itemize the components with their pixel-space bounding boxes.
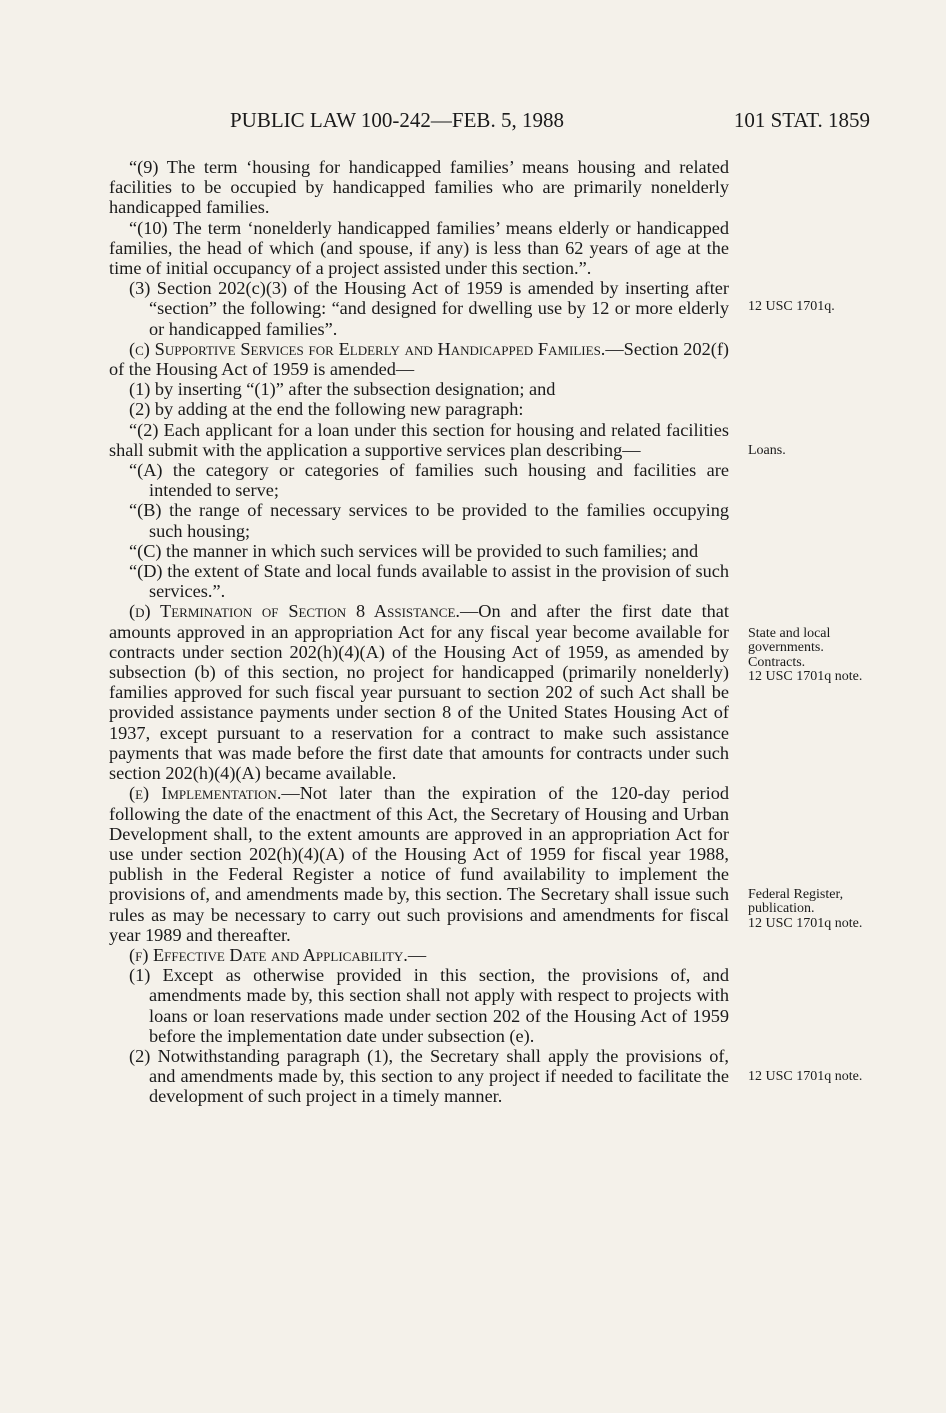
- clause-b: “(B) the range of necessary services to be provided to the families occupying such housing;: [129, 500, 729, 541]
- margin-note-federal-register-text: Federal Register, publication.: [748, 887, 844, 917]
- subsection-c-heading: (c) Supportive Services for Elderly and Handicapped Families.: [129, 338, 606, 359]
- subsection-d: [109, 601, 729, 783]
- paragraph-9: “(9) The term ‘housing for handicapped families’ means housing and related facilities to be occupied by handicapped families who are primarily nonelderly handicapped families.: [109, 157, 729, 218]
- margin-note-usc-text: 12 USC 1701q.: [748, 299, 835, 314]
- paragraph-f-2: (2) Notwithstanding paragraph (1), the Secretary shall apply the provisions of, and amendments made by, this section to any project if needed to facilitate the development of such project in a timely manner.: [129, 1045, 729, 1107]
- margin-note-loans: [748, 444, 878, 458]
- margin-note-usc: [748, 300, 878, 314]
- margin-note-usc-note-3-text: 12 USC 1701q note.: [748, 1069, 863, 1084]
- stat-page-number: 101 STAT. 1859: [733, 108, 870, 132]
- paragraph-c2: (2) by adding at the end the following new paragraph:: [129, 399, 524, 420]
- subsection-f: [109, 945, 729, 965]
- subsection-f-text: —: [407, 944, 427, 965]
- paragraph-10: “(10) The term ‘nonelderly handicapped families’ means elderly or handicapped families, the head of which (and spouse, if any) is less than 62 years of age at the time of initial occupancy of a project assisted under this section.”.: [109, 217, 729, 279]
- paragraph-c1: (1) by inserting “(1)” after the subsection designation; and: [129, 379, 556, 400]
- page-header: [230, 108, 870, 138]
- margin-note-loans-text: Loans.: [748, 443, 786, 458]
- clause-d: “(D) the extent of State and local funds available to assist in the provision of such services.”.: [129, 561, 729, 602]
- margin-note-contracts-text: Contracts.: [748, 654, 806, 670]
- subsection-e: [109, 783, 729, 945]
- clause-c: “(C) the manner in which such services will be provided to such families; and: [129, 540, 699, 561]
- clause-a: “(A) the category or categories of families such housing and facilities are intended to serve;: [129, 460, 729, 501]
- margin-note-federal-register: [748, 888, 878, 931]
- statute-text: [109, 157, 729, 1107]
- paragraph-f2: “(2) Each applicant for a loan under this section for housing and related facilities shall submit with the application a supportive services plan describing—: [109, 419, 729, 460]
- subsection-c-text: —Section 202(f) of the Housing Act of 1959 is amended—: [109, 338, 729, 380]
- margin-note-effective-date: [748, 1070, 878, 1084]
- subsection-f-heading: (f) Effective Date and Applicability.: [129, 944, 408, 965]
- public-law-title: PUBLIC LAW 100-242—FEB. 5, 1988: [230, 108, 564, 132]
- subsection-d-heading: (d) Termination of Section 8 Assistance.: [129, 601, 460, 622]
- margin-note-state-local-text: State and local governments.: [748, 626, 831, 656]
- paragraph-f-1: (1) Except as otherwise provided in this section, the provisions of, and amendments made by, this section shall not apply with respect to projects with loans or loan reservations made under section 202 of the Housing Act of 1959 before the implementation date under subsection (e).: [129, 965, 729, 1046]
- margin-note-usc-note-2-text: 12 USC 1701q note.: [748, 915, 863, 931]
- subsection-e-text: —Not later than the expiration of the 120-day period following the date of the enactment of this Act, the Secretary of Housing and Urban Development shall, to the extent amounts are approved in an appropriation Act for use under section 202(h)(4)(A) of the Housing Act of 1959 for fiscal year 1988, publish in the Federal Register a notice of fund availability to implement the provisions of, and amendments made by, this section. The Secretary shall issue such rules as may be necessary to carry out such provisions and amendments for fiscal year 1989 and thereafter.: [109, 783, 729, 945]
- subsection-d-text: —On and after the first date that amounts approved in an appropriation Act for any fiscal year become available for contracts under section 202(h)(4)(A) of the Housing Act of 1959, as amended by subsection (b) of this section, no project for handicapped (primarily nonelderly) families approved for such fiscal year pursuant to section 202 of such Act shall be provided assistance payments under section 8 of the United States Housing Act of 1937, except pursuant to a reservation for a contract to make such assistance payments that was made before the first date that amounts for contracts under such section 202(h)(4)(A) became available.: [109, 601, 729, 784]
- margin-note-usc-note-text: 12 USC 1701q note.: [748, 669, 863, 685]
- paragraph-3: (3) Section 202(c)(3) of the Housing Act of 1959 is amended by inserting after “section” the following: “and designed for dwelling use by 12 or more elderly or handicapped families”.: [129, 278, 729, 339]
- subsection-c: [109, 339, 729, 379]
- margin-note-state-local: [748, 627, 878, 685]
- subsection-e-heading: (e) Implementation.: [129, 783, 282, 804]
